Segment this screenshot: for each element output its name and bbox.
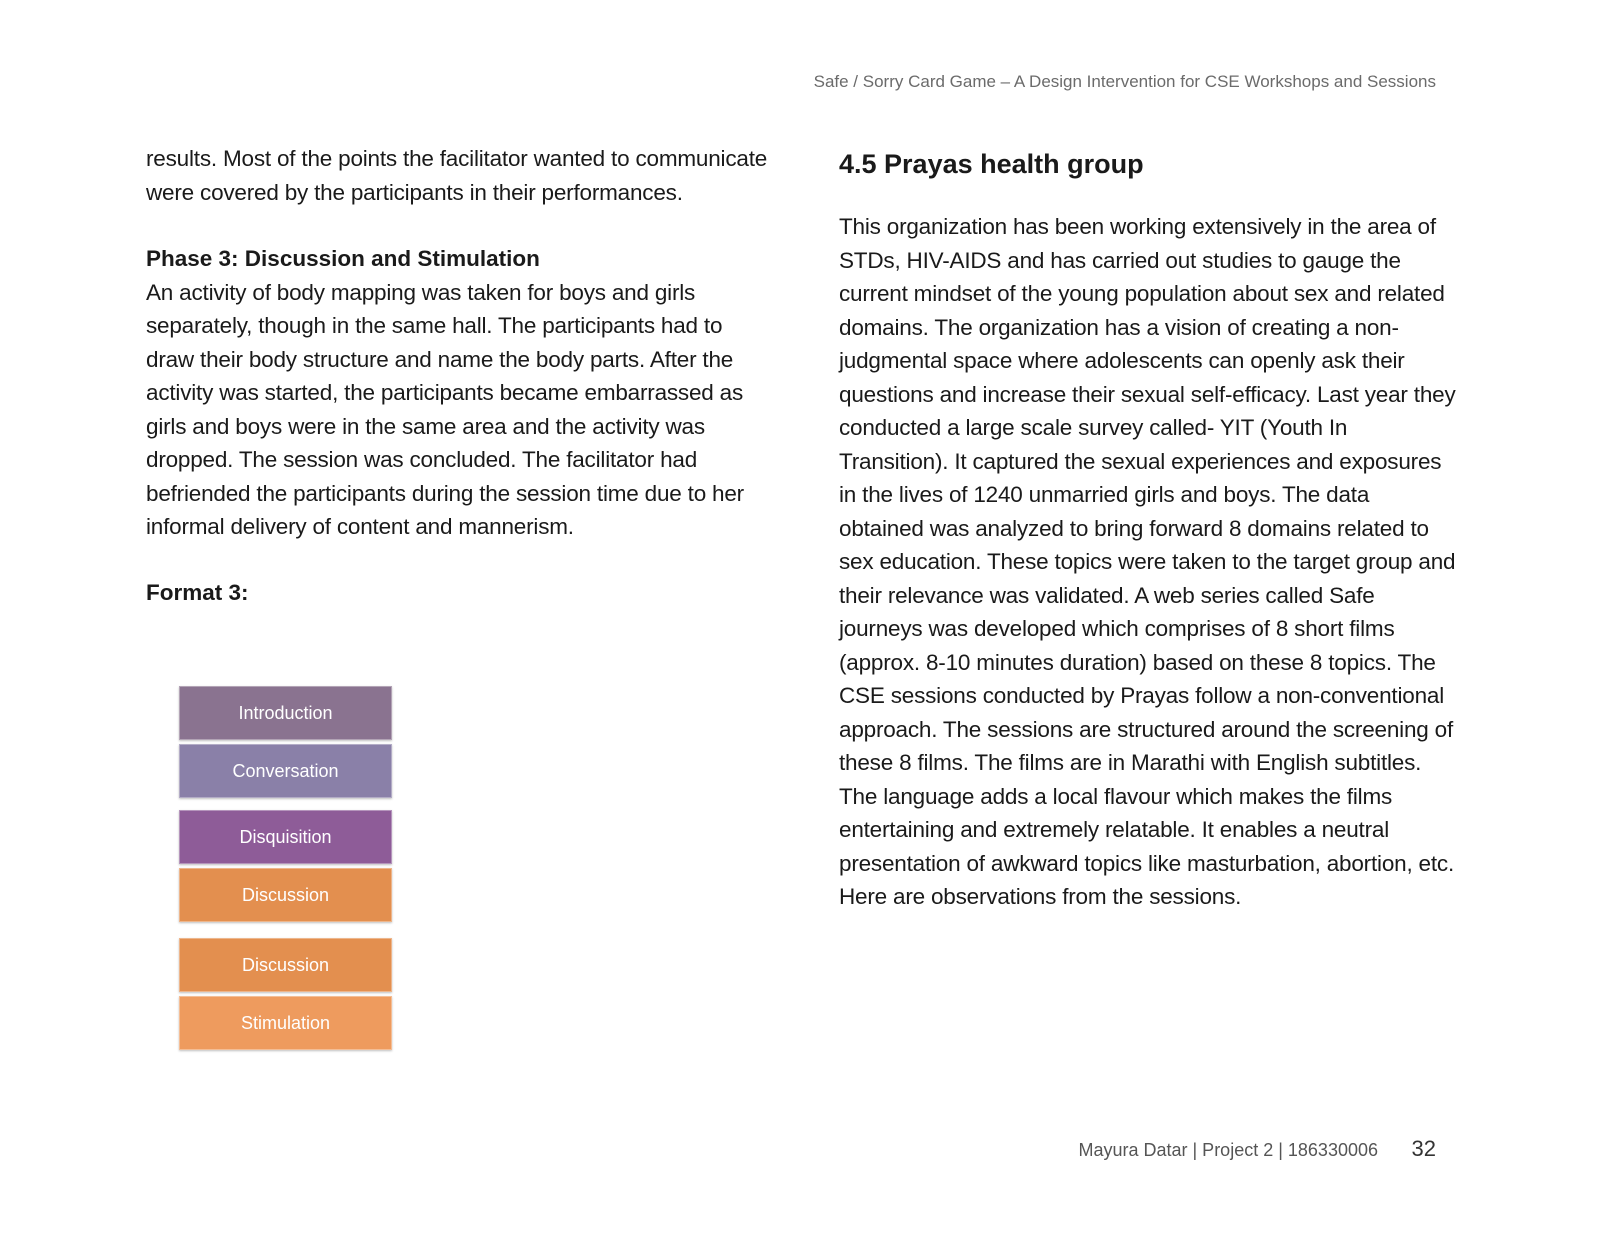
flow-step-discussion: Discussion	[179, 868, 392, 922]
footer-author-line: Mayura Datar | Project 2 | 186330006	[1078, 1140, 1378, 1160]
format-heading: Format 3:	[146, 579, 249, 605]
flow-step-disquisition: Disquisition	[179, 810, 392, 864]
flow-step-stimulation: Stimulation	[179, 996, 392, 1050]
page-number: 32	[1411, 1136, 1436, 1161]
phase-heading: Phase 3: Discussion and Stimulation	[146, 246, 540, 271]
intro-paragraph: results. Most of the points the facilitator wanted to communicate were covered by the participants in their performances.	[146, 146, 768, 205]
phase-paragraph: An activity of body mapping was taken for boys and girls separately, though in the same hall. The participants had to draw their body structure and name the body parts. After the activity was started, the participants became embarrassed as girls and boys were in the same area and the activity was dropped. The session was concluded. The facilitator had befriended the participants during the session time due to her informal delivery of content and mannerism.	[146, 279, 744, 539]
flow-step-discussion-2: Discussion	[179, 938, 392, 992]
flow-step-introduction: Introduction	[179, 686, 392, 740]
section-body-paragraph: This organization has been working extensively in the area of STDs, HIV-AIDS and has carried out studies to gauge the current mindset of the young population about sex and related domains. The organization has a vision of creating a non-judgmental space where adolescents can openly ask their questions and increase their sexual self-efficacy. Last year they conducted a large scale survey called- YIT (Youth In Transition). It captured the sexual experiences and exposures in the lives of 1240 unmarried girls and boys. The data obtained was analyzed to bring forward 8 domains related to sex education. These topics were taken to the target group and their relevance was validated. A web series called Safe journeys was developed which comprises of 8 short films (approx. 8-10 minutes duration) based on these 8 topics. The CSE sessions conducted by Prayas follow a non-conventional approach. The sessions are structured around the screening of these 8 films. The films are in Marathi with English subtitles. The language adds a local flavour which makes the films entertaining and extremely relatable. It enables a neutral presentation of awkward topics like masturbation, abortion, etc. Here are observations from the sessions.	[839, 214, 1456, 909]
section-heading: 4.5 Prayas health group	[839, 149, 1144, 179]
left-column	[146, 142, 770, 609]
flow-step-conversation: Conversation	[179, 744, 392, 798]
right-column	[839, 142, 1459, 914]
running-header: Safe / Sorry Card Game – A Design Intervention for CSE Workshops and Sessions	[813, 72, 1436, 91]
